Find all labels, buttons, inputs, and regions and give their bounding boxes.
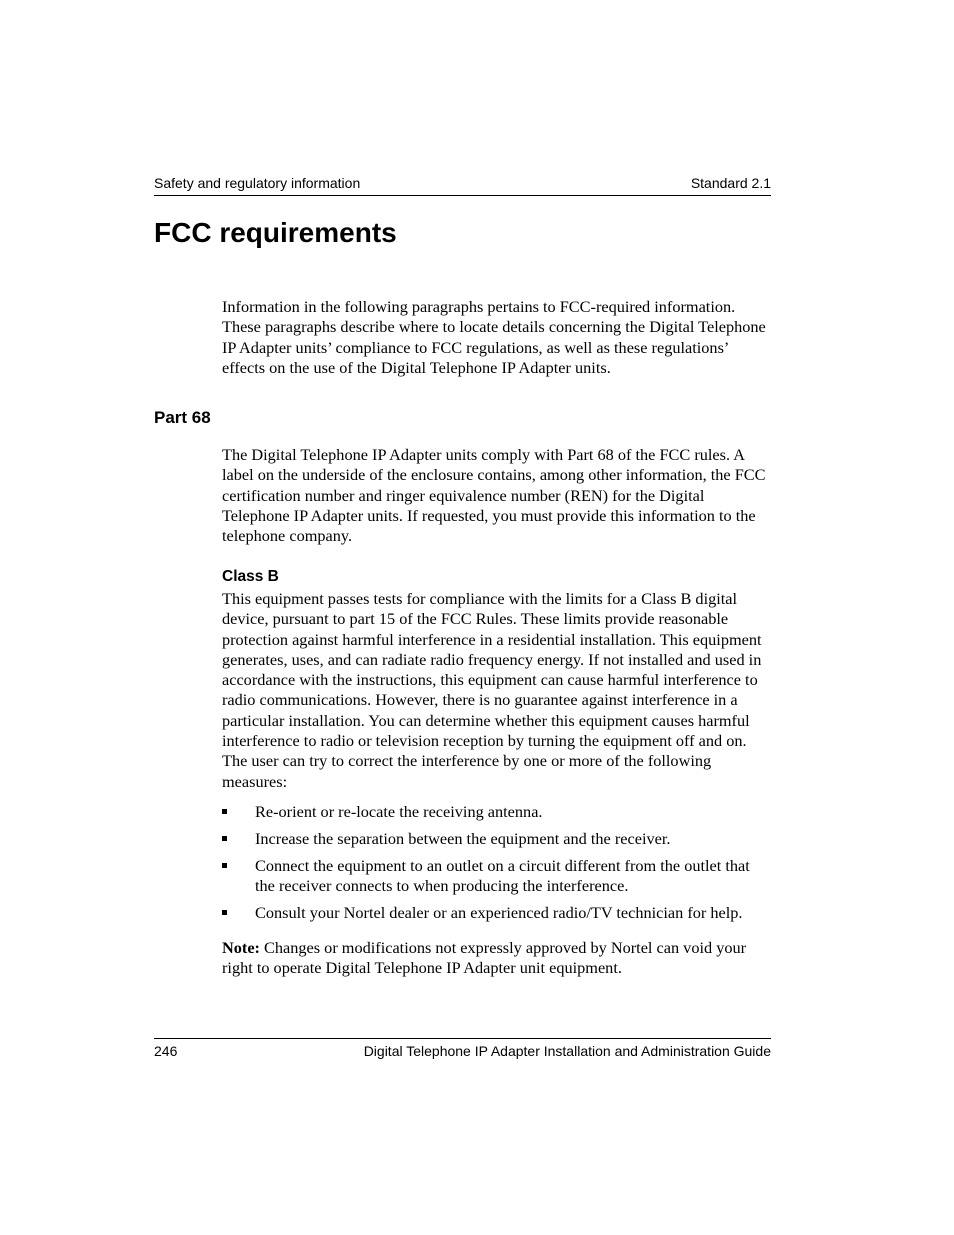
intro-paragraph: Information in the following paragraphs pertains to FCC-required information. These paragraphs describe where to locate details concerning the Digital Telephone IP Adapter units’ compliance to FCC regulations, as well as these regulations’ effects on the use of the Digital Telephone IP Adapter units. — [222, 297, 766, 377]
list-item-text: Connect the equipment to an outlet on a circuit different from the outlet that the receiver connects to when producing the interference. — [255, 855, 750, 895]
square-bullet-icon — [222, 910, 227, 915]
page-title: FCC requirements — [154, 217, 397, 248]
part68-heading: Part 68 — [154, 408, 211, 427]
list-item-text: Consult your Nortel dealer or an experienced radio/TV technician for help. — [255, 902, 743, 922]
square-bullet-icon — [222, 809, 227, 814]
header-version: Standard 2.1 — [690, 175, 771, 191]
note-paragraph — [222, 938, 772, 979]
square-bullet-icon — [222, 836, 227, 841]
list-item — [222, 856, 772, 897]
header-section-title: Safety and regulatory information — [154, 175, 361, 191]
note-text: Changes or modifications not expressly approved by Nortel can void your right to operate Digital Telephone IP Adapter unit equipment. — [222, 938, 747, 978]
footer-guide-title: Digital Telephone IP Adapter Installation and Administration Guide — [363, 1043, 771, 1059]
list-item-text: Increase the separation between the equipment and the receiver. — [255, 828, 671, 848]
list-item — [222, 903, 772, 923]
list-item — [222, 829, 772, 849]
running-footer — [154, 1038, 771, 1059]
page-number: 246 — [154, 1043, 178, 1059]
classb-paragraph: This equipment passes tests for compliance with the limits for a Class B digital device, pursuant to part 15 of the FCC Rules. These limits provide reasonable protection against harmful interference in a residential installation. This equipment generates, uses, and can radiate radio frequency energy. If not installed and used in accordance with the instructions, this equipment can cause harmful interference to radio communications. However, there is no guarantee against interference in a particular installation. You can determine whether this equipment causes harmful interference to radio or television reception by turning the equipment off and on. The user can try to correct the interference by one or more of the following measures: — [222, 589, 762, 791]
part68-paragraph: The Digital Telephone IP Adapter units comply with Part 68 of the FCC rules. A label on the underside of the enclosure contains, among other information, the FCC certification number and ringer equivalence number (REN) for the Digital Telephone IP Adapter units. If requested, you must provide this information to the telephone company. — [222, 445, 766, 546]
note-label: Note: — [222, 938, 260, 957]
list-item — [222, 802, 772, 822]
list-item-text: Re-orient or re-locate the receiving antenna. — [255, 802, 543, 821]
measures-list — [222, 802, 772, 929]
running-header — [154, 175, 771, 196]
square-bullet-icon — [222, 863, 227, 868]
classb-heading: Class B — [222, 568, 279, 585]
